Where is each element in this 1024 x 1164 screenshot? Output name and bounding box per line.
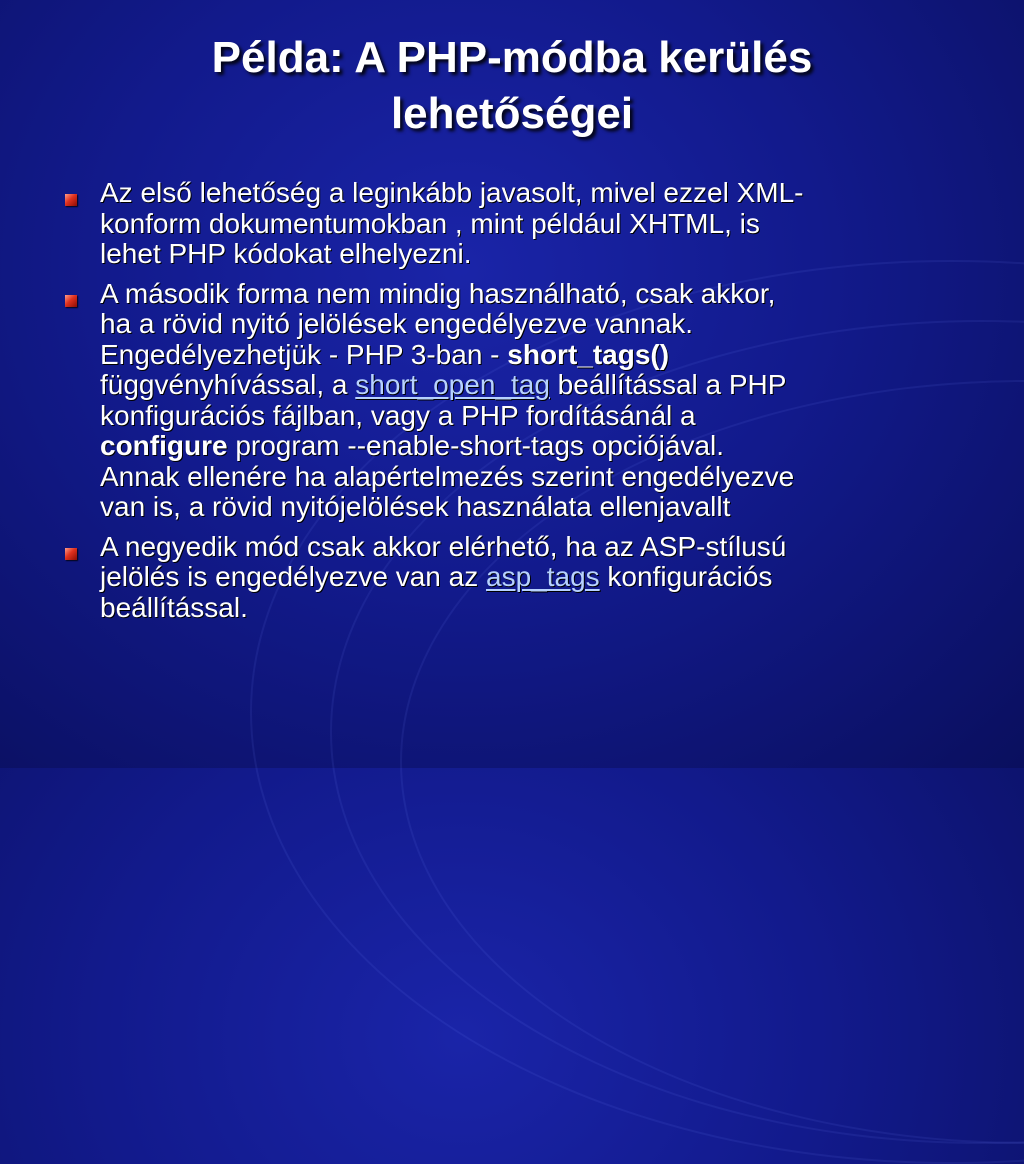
- text-line: [100, 370, 960, 401]
- bullet-item: [60, 532, 960, 624]
- text-line: [100, 562, 960, 593]
- slide-title-line: Példa: A PHP-módba kerülés: [211, 33, 813, 82]
- bullet-item: [60, 178, 960, 270]
- text-line: van is, a rövid nyitójelölések használata ellenjavallt: [100, 491, 731, 522]
- bullet-list: [60, 178, 960, 632]
- text-line: [100, 340, 960, 371]
- text-segment: beállítással a PHP: [549, 369, 787, 400]
- text-line: konform dokumentumokban , mint például XHTML, is: [100, 207, 760, 239]
- short-open-tag-link[interactable]: short_open_tag: [355, 369, 550, 400]
- code-term-bold: configure: [100, 430, 228, 461]
- square-bullet-icon: [65, 194, 77, 206]
- text-line: Az első lehetőség a leginkább javasolt, mivel ezzel XML-: [100, 177, 804, 208]
- text-line: Annak ellenére ha alapértelmezés szerint engedélyezve: [100, 460, 795, 492]
- square-bullet-icon: [65, 548, 77, 560]
- text-line: ha a rövid nyitó jelölések engedélyezve vannak.: [100, 308, 694, 339]
- text-segment: Engedélyezhetjük - PHP 3-ban -: [100, 338, 508, 370]
- text-line: konfigurációs fájlban, vagy a PHP fordításánál a: [100, 399, 696, 431]
- text-line: [100, 431, 960, 462]
- text-line: A második forma nem mindig használható, csak akkor,: [100, 277, 776, 309]
- text-line: A negyedik mód csak akkor elérhető, ha az ASP-stílusú: [100, 530, 787, 562]
- code-term-bold: short_tags(): [507, 338, 670, 370]
- slide-title-line: lehetőségei: [390, 89, 634, 138]
- text-line: lehet PHP kódokat elhelyezni.: [100, 238, 472, 269]
- text-segment: függvényhívással, a: [100, 369, 356, 400]
- bullet-item: [60, 279, 960, 523]
- slide-title: [60, 30, 964, 142]
- text-segment: program --enable-short-tags opciójával.: [227, 430, 725, 461]
- asp-tags-link[interactable]: asp_tags: [486, 561, 600, 592]
- square-bullet-icon: [65, 295, 77, 307]
- text-segment: jelölés is engedélyezve van az: [100, 561, 487, 592]
- text-segment: konfigurációs: [599, 561, 773, 592]
- text-line: beállítással.: [100, 591, 248, 623]
